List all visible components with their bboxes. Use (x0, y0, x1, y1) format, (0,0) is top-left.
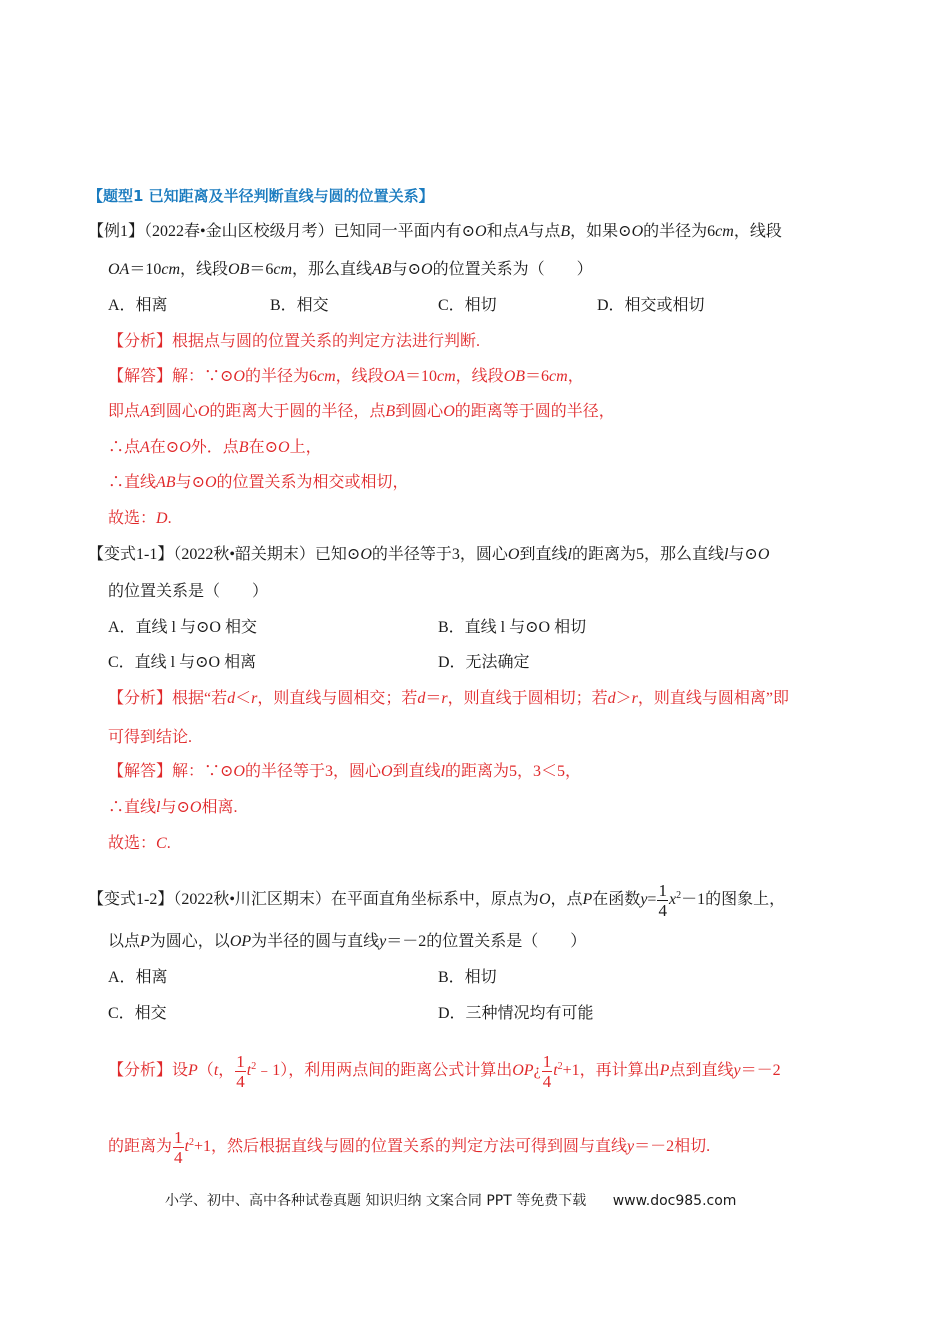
text-segment: ＝－2的位置关系是（ ） (386, 933, 587, 950)
text-segment: ，线段 (455, 368, 504, 385)
text-segment: 外．点 (190, 439, 239, 456)
math-variable: P (659, 1062, 670, 1080)
text-segment: 与⊙ (391, 261, 421, 278)
fraction-denominator: 4 (542, 1072, 552, 1091)
text-segment: 到直线 (519, 546, 568, 563)
math-variable: l (567, 546, 572, 563)
text-segment: 的距离为5，3＜5， (445, 763, 582, 780)
text-line (108, 762, 581, 782)
math-variable: cm (715, 223, 734, 240)
text-segment: . (167, 510, 172, 527)
math-variable: D (156, 510, 168, 527)
math-variable: O (233, 368, 245, 385)
math-variable: t (246, 1062, 252, 1080)
fraction-denominator: 4 (174, 1148, 183, 1167)
text-segment: ， (567, 368, 584, 385)
text-segment: 在⊙ (248, 439, 278, 456)
text-segment: 故选： (108, 835, 157, 852)
text-segment: ，则直线与圆相交；若 (257, 690, 418, 707)
text-segment: ﹣1），利用两点间的距离公式计算出 (256, 1062, 513, 1080)
math-variable: l (723, 546, 729, 563)
math-variable: O (538, 891, 551, 909)
text-segment: ，线段 (180, 261, 229, 278)
math-variable: B (238, 439, 249, 456)
math-variable: P (582, 891, 593, 909)
math-variable: O (179, 439, 191, 456)
text-segment: 的距离为 (108, 1138, 173, 1156)
math-variable: O (507, 546, 520, 563)
text-line (108, 798, 237, 818)
section-title (88, 186, 434, 206)
text-segment: －1的图象上， (681, 891, 786, 909)
math-variable: P (188, 1062, 198, 1080)
math-variable: d (607, 690, 616, 707)
text-segment: ＝6 (249, 261, 274, 278)
answer-option: C．直线 l 与⊙O 相离 (108, 654, 257, 671)
text-segment: 【题型1 已知距离及半径判断直线与圆的位置关系】 (88, 187, 434, 205)
fraction (542, 1052, 553, 1091)
math-variable: O (443, 403, 455, 420)
text-segment: 即点 (108, 403, 141, 420)
text-segment: 的距离大于圆的半径，点 (209, 403, 386, 420)
answer-option: B．相切 (438, 969, 497, 986)
text-segment: ，那么直线 (292, 261, 373, 278)
text-segment: ，则直线于圆相切；若 (447, 690, 608, 707)
text-line (108, 728, 192, 748)
text-segment: ∴直线 (108, 474, 157, 491)
text-line (108, 402, 615, 422)
text-segment: 【分析】根据“若 (108, 690, 228, 707)
text-segment: 到圆心 (149, 403, 198, 420)
math-variable: r (251, 690, 258, 707)
text-line (108, 1052, 781, 1091)
math-variable: A (518, 223, 529, 240)
text-segment: 故选： (108, 510, 157, 527)
text-segment: 相离. (201, 799, 238, 816)
text-line (108, 1128, 710, 1167)
page-footer (165, 1190, 736, 1210)
text-segment: ＝6 (525, 368, 550, 385)
text-segment: ∴点 (108, 439, 141, 456)
math-variable: t (213, 1062, 219, 1080)
text-segment: 的半径等于3，圆心 (244, 763, 381, 780)
text-segment: 和点 (486, 223, 519, 240)
text-segment: ＝－2 (740, 1062, 781, 1080)
math-variable: O (421, 261, 433, 278)
math-variable: OA (383, 368, 405, 385)
text-line (108, 509, 172, 529)
footer-text: 小学、初中、高中各种试卷真题 知识归纳 文案合同 PPT 等免费下载 (165, 1193, 587, 1209)
text-line (108, 689, 789, 709)
math-variable: l (440, 763, 446, 780)
text-segment: ＝10 (129, 261, 162, 278)
superscript: 2 (557, 1060, 563, 1072)
math-variable: t (184, 1138, 189, 1156)
text-segment: ， (218, 1062, 235, 1080)
math-variable: O (757, 546, 770, 563)
math-variable: O (278, 439, 290, 456)
math-variable: A (140, 403, 150, 420)
text-line (108, 834, 171, 854)
text-segment: +1，然后根据直线与圆的位置关系的判定方法可得到圆与直线 (193, 1138, 627, 1156)
math-variable: O (475, 223, 487, 240)
text-line (108, 332, 480, 352)
fraction-numerator: 1 (236, 1052, 245, 1071)
fraction-numerator: 1 (542, 1052, 552, 1071)
math-variable: cm (273, 261, 293, 278)
text-segment: ＜ (235, 690, 252, 707)
math-variable: OA (108, 261, 130, 278)
math-variable: OP (512, 1062, 534, 1080)
text-segment: ，线段 (733, 223, 782, 240)
math-variable: r (441, 690, 448, 707)
answer-option: B．直线 l 与⊙O 相切 (438, 619, 587, 636)
text-segment: ＝－2相切. (634, 1138, 711, 1156)
fraction (657, 881, 668, 920)
math-variable: O (189, 799, 202, 816)
text-line (108, 367, 584, 387)
math-variable: cm (437, 368, 456, 385)
text-segment: 【分析】设 (108, 1062, 189, 1080)
fraction-denominator: 4 (658, 901, 667, 920)
math-variable: t (553, 1062, 558, 1080)
fraction-numerator: 1 (658, 881, 667, 900)
text-segment: 到圆心 (395, 403, 444, 420)
math-variable: OB (228, 261, 250, 278)
math-variable: B (560, 223, 571, 240)
math-variable: B (385, 403, 396, 420)
text-segment: 【解答】解：∵⊙ (108, 763, 234, 780)
math-variable: AB (372, 261, 392, 278)
math-variable: O (360, 546, 372, 563)
text-line (108, 438, 322, 458)
text-line (88, 881, 785, 920)
text-segment: +1，再计算出 (562, 1062, 660, 1080)
text-segment: 与⊙ (728, 546, 758, 563)
text-segment: 可得到结论. (108, 729, 193, 746)
fraction (235, 1052, 246, 1091)
text-segment: （ (197, 1062, 214, 1080)
text-segment: 的距离为5，那么直线 (571, 546, 724, 563)
text-segment: 的半径等于3，圆心 (371, 546, 508, 563)
text-segment: 的位置关系为（ ） (432, 261, 593, 278)
text-segment: ＝ (425, 690, 442, 707)
text-segment: 在函数 (592, 891, 641, 909)
text-segment: ＝10 (405, 368, 438, 385)
text-segment: 的位置关系为相交或相切， (216, 474, 409, 491)
math-variable: r (631, 690, 638, 707)
math-variable: cm (161, 261, 180, 278)
answer-option: C．相切 (438, 297, 497, 314)
math-variable: O (381, 763, 393, 780)
math-variable: O (631, 223, 644, 240)
answer-option: B．相交 (270, 297, 329, 314)
text-segment: 点到直线 (669, 1062, 734, 1080)
math-variable: OB (503, 368, 526, 385)
text-segment: ，则直线与圆相离”即 (637, 690, 789, 707)
math-variable: y (733, 1062, 741, 1080)
fraction-denominator: 4 (236, 1072, 245, 1091)
math-variable: d (227, 690, 236, 707)
text-segment: 【变式1-1】（2022秋•韶关期末）已知⊙ (88, 546, 361, 563)
text-segment: ，点 (550, 891, 583, 909)
answer-option: D．无法确定 (438, 654, 530, 671)
math-variable: cm (549, 368, 568, 385)
text-segment: 的半径为6 (643, 223, 716, 240)
math-variable: O (197, 403, 210, 420)
text-segment: 【变式1-2】（2022秋•川汇区期末）在平面直角坐标系中，原点为 (88, 891, 539, 909)
text-segment: 与⊙ (160, 799, 190, 816)
text-segment: 上， (289, 439, 322, 456)
math-variable: O (233, 763, 245, 780)
text-segment: 的距离等于圆的半径， (454, 403, 615, 420)
text-line (108, 260, 593, 280)
math-variable: OP (229, 933, 252, 950)
footer-url[interactable]: www.doc985.com (612, 1193, 737, 1209)
fraction (173, 1128, 184, 1167)
superscript: 2 (676, 889, 682, 901)
answer-option: A．相离 (108, 969, 168, 986)
superscript: 2 (251, 1060, 257, 1072)
math-variable: P (140, 933, 150, 950)
math-variable: O (204, 474, 217, 491)
math-variable: AB (156, 474, 176, 491)
text-segment: 【分析】根据点与圆的位置关系的判定方法进行判断. (108, 333, 481, 350)
text-segment: 到直线 (392, 763, 441, 780)
math-variable: x (668, 891, 677, 909)
text-segment: 在⊙ (149, 439, 180, 456)
math-variable: y (640, 891, 648, 909)
answer-option: D．三种情况均有可能 (438, 1005, 594, 1022)
text-segment: 【解答】解：∵⊙ (108, 368, 234, 385)
text-segment: 以点 (108, 933, 141, 950)
text-line (108, 932, 586, 952)
text-segment: 【例1】（2022春•金山区校级月考）已知同一平面内有⊙ (88, 223, 476, 240)
math-variable: y (379, 933, 387, 950)
superscript: 2 (188, 1136, 194, 1148)
text-segment: 与点 (528, 223, 561, 240)
math-variable: cm (317, 368, 336, 385)
answer-option: D．相交或相切 (597, 297, 705, 314)
math-variable: l (156, 799, 161, 816)
math-variable: C (156, 835, 167, 852)
text-line (88, 545, 769, 565)
text-line (108, 582, 268, 602)
answer-option: A．直线 l 与⊙O 相交 (108, 619, 257, 636)
fraction-numerator: 1 (174, 1128, 183, 1147)
text-segment: 为圆心，以 (149, 933, 230, 950)
text-segment: 的半径为6 (244, 368, 317, 385)
text-segment: = (647, 891, 657, 909)
text-segment: ¿ (533, 1062, 541, 1080)
text-segment: ＞ (615, 690, 632, 707)
text-segment: 与⊙ (175, 474, 205, 491)
text-segment: ，如果⊙ (570, 223, 632, 240)
answer-option: C．相交 (108, 1005, 167, 1022)
text-segment: 的位置关系是（ ） (108, 583, 269, 600)
math-variable: y (627, 1138, 635, 1156)
text-segment: 为半径的圆与直线 (251, 933, 380, 950)
text-segment: ∴直线 (108, 799, 157, 816)
answer-option: A．相离 (108, 297, 168, 314)
math-variable: A (140, 439, 150, 456)
math-variable: d (417, 690, 426, 707)
text-segment: ，线段 (335, 368, 384, 385)
text-line (108, 473, 409, 493)
text-segment: . (166, 835, 171, 852)
text-line (88, 222, 782, 242)
